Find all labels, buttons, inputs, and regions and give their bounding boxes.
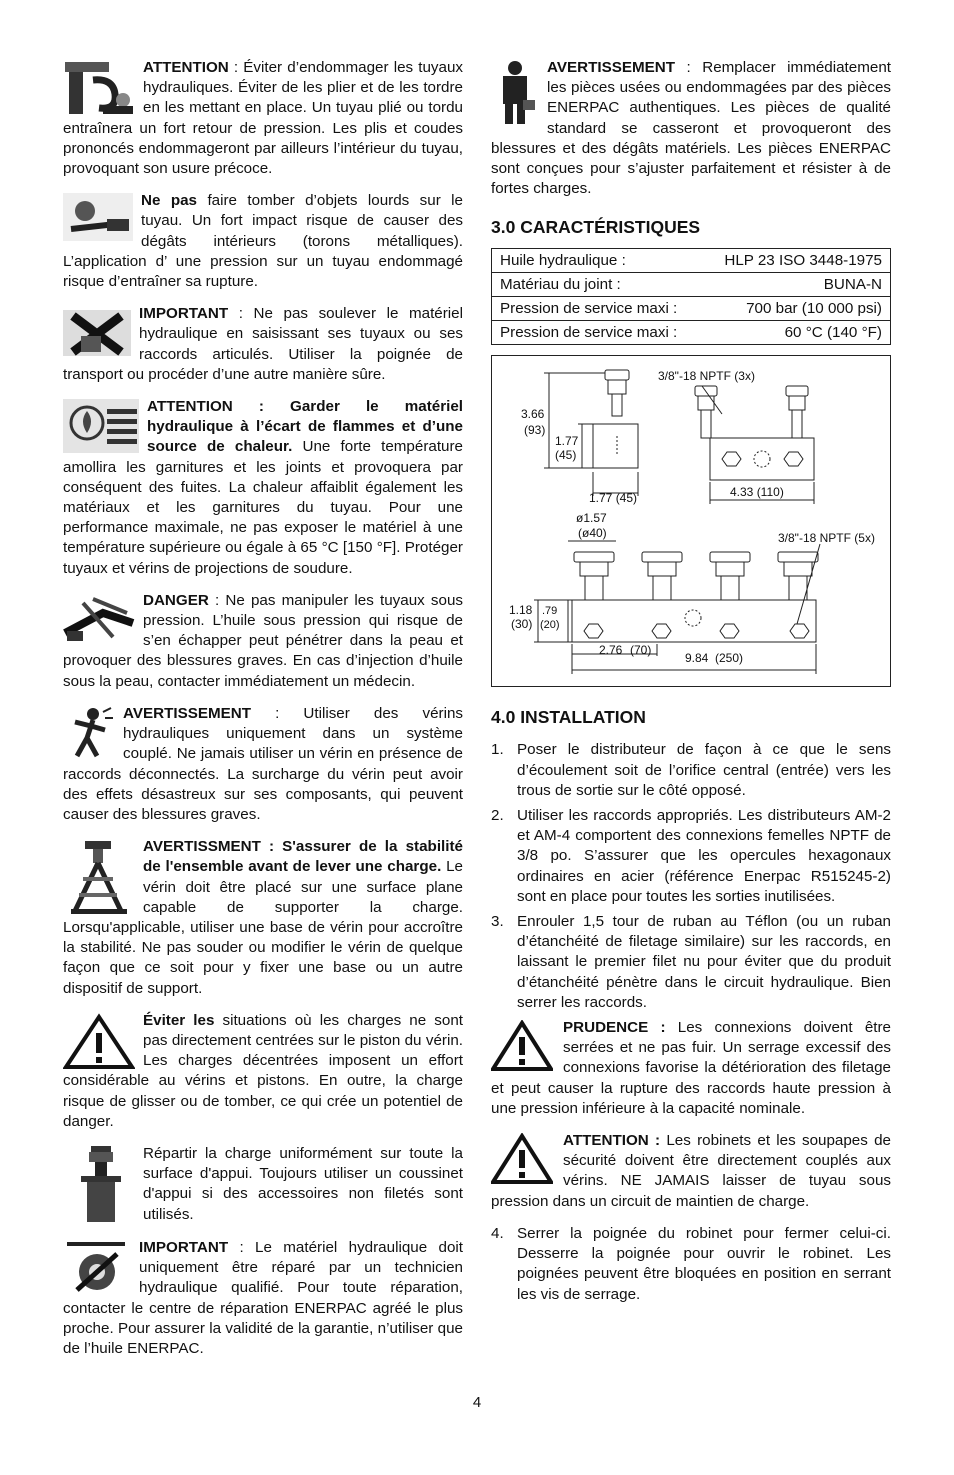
b5-text: : Ne pas manipuler les tuyaux sous pression. L’huile sous pression qui risque de s’en échapper peut pénétrer dans la peau et provoquer des blessures graves. En cas d’injection d’huile sous la peau, contacter immédiatement un médecin. xyxy=(63,591,463,690)
b2-bold: Ne pas xyxy=(141,192,198,210)
dim-h-79: .79 xyxy=(542,605,558,618)
load-distribution-icon xyxy=(81,1146,121,1226)
warning-triangle-icon xyxy=(63,1013,135,1071)
dim-w-276: 2.76 xyxy=(599,643,623,658)
dim-w-177-45: 1.77 (45) xyxy=(589,491,638,506)
table-row xyxy=(492,273,891,297)
dim-h-30: (30) xyxy=(511,617,533,632)
b10-text: : Le matériel hydraulique doit uniquement être réparé par un technicien hydraulique qualifié. Pour toute réparation, contacter le centre de réparation ENERPAC agréé le plus proche. Pour assurer la validité de la garantie, n’utiliser que de l’huile ENERPAC. xyxy=(63,1238,463,1357)
warning-genuine-parts xyxy=(491,58,891,199)
hose-kink-icon xyxy=(63,60,135,118)
section-3-title: 3.0 CARACTÉRISTIQUES xyxy=(491,217,701,238)
b3-bold: IMPORTANT xyxy=(139,305,229,323)
b6-text: : Utiliser des vérins hydrauliques uniquement dans un système couplé. Ne jamais utiliser un vérin en présence de raccords déconnectés. La surcharge du vérin peut avoir des effets désastreux sur ses composants, qui peuvent causer des blessures graves. xyxy=(63,704,463,823)
thread-3x-label: 3/8"-18 NPTF (3x) xyxy=(658,369,755,384)
dim-h-177: 1.77 xyxy=(555,434,579,449)
warning-triangle-icon xyxy=(491,1020,553,1072)
list-item: 3. Enrouler 1,5 tour de ruban au Téflon (ou un ruban d’étanchéité de filetage similaire) sur les raccords, en laissant le premier filet nu pour éviter que du produit d’étanchéité pénètre dans le circuit hydraulique. Bien serrer les raccords. xyxy=(491,913,891,1011)
table-row xyxy=(492,297,891,321)
dim-w-433: 4.33 (110) xyxy=(730,485,784,500)
warning-offcenter-loads xyxy=(63,1011,463,1132)
oil-injection-icon xyxy=(63,593,135,645)
spec-value: 60 °C (140 °F) xyxy=(702,321,891,345)
important-repair xyxy=(63,1238,463,1359)
b11-bold: AVERTISSEMENT xyxy=(547,59,675,76)
technician-hand-icon xyxy=(63,1240,131,1294)
caution-connections xyxy=(491,1018,891,1119)
b2-text: faire tomber d’objets lourds sur le tuyau. Un fort impact risque de causer des dégâts intérieurs (torons métalliques). L’application d’ une pression sur un tuyau endommagé risque d’entraîner sa rupture. xyxy=(63,192,463,291)
caution-bold: PRUDENCE : xyxy=(563,1019,666,1037)
spec-value: BUNA-N xyxy=(702,273,891,297)
dimension-diagram xyxy=(491,355,891,687)
spec-value: 700 bar (10 000 psi) xyxy=(702,297,891,321)
five-port-manifold xyxy=(534,541,820,674)
danger-pressurized-hose xyxy=(63,591,463,692)
list-item: 1. Poser le distributeur de façon à ce que le sens d’écoulement soit de l’orifice central (entrée) vers les trous de sortie sur le côté opposé. xyxy=(491,741,891,799)
install-steps-continued xyxy=(491,1224,891,1305)
b4-text: Une forte température amollira les garnitures et les joints et provoquera par conséquent des fuites. La chaleur affaiblit également les matériaux et les garnitures du tuyau. Pour une performance maximale, ne pas exposer le matériel à une température supérieure ou égale à 65 °C [150 °F]. Protéger tuyaux et vérins de projections de soudure. xyxy=(63,438,464,577)
attention-text: Les robinets et les soupapes de sécurité doivent être directement couplés aux vérins. NE JAMAIS laisser de tuyau sous pression dans un circuit de maintien de charge. xyxy=(491,1132,891,1210)
list-item: 4. Serrer la poignée du robinet pour fermer celui-ci. Desserre la poignée pour ouvrir le robinet. Les poignées peuvent être bloquées en position en serrant les vis de serrage. xyxy=(491,1224,891,1303)
worker-figure-icon xyxy=(497,60,535,126)
spec-label: Pression de service maxi : xyxy=(492,297,702,321)
flame-heat-icon xyxy=(63,399,139,453)
single-manifold-side xyxy=(544,370,638,496)
b6-bold: AVERTISSEMENT xyxy=(123,704,251,722)
thread-5x-label: 3/8"-18 NPTF (5x) xyxy=(778,531,875,546)
note-distribute-load xyxy=(63,1144,463,1225)
b7-bold: AVERTISSMENT : S'assurer de la stabilité de l'ensemble avant de lever une charge. xyxy=(143,838,463,876)
spec-label: Huile hydraulique : xyxy=(492,249,702,273)
left-column xyxy=(63,58,463,1359)
table-row xyxy=(492,249,891,273)
b11-text: : Remplacer immédiatement les pièces usées ou endommagées par des pièces ENERPAC authentiques. Les pièces de qualité standard se casseront et provoqueront des blessures et des dégâts matériels. Les pièces ENERPAC sont conçues pour s’ajuster parfaitement et résister à de fortes charges. xyxy=(491,59,891,198)
b10-bold: IMPORTANT xyxy=(139,1238,229,1256)
caution-text: Les connexions doivent être serrées et ne pas fuir. Un serrage excessif des connexions favorise la détérioration des filetage et peut causer la rupture des raccords haute pression à une pression inférieure à la capacité nominale. xyxy=(491,1019,891,1117)
b3-text: : Ne pas soulever le matériel hydraulique en saisissant ses tuyaux ou ses raccords articulés. Utiliser la poignée de transport ou procéder d’une autre manière sûre. xyxy=(63,305,463,383)
attention-bold: ATTENTION : xyxy=(563,1132,661,1150)
dim-w-250: (250) xyxy=(715,651,744,666)
b8-bold: Éviter les xyxy=(143,1011,215,1029)
list-item: 2. Utiliser les raccords appropriés. Les distributeurs AM-2 et AM-4 comportent des connexions femelles NPTF de 3/8 po. S’assurer que les opercules hexagonaux ordinaires en acier (référence Enerpac R515245-2) sont en place pour toutes les sorties inutilisées. xyxy=(491,807,891,905)
b1-bold: ATTENTION xyxy=(143,59,229,76)
install-steps xyxy=(491,740,891,1013)
dim-h-20: (20) xyxy=(540,619,560,632)
b5-bold: DANGER xyxy=(143,591,209,609)
attention-valves xyxy=(491,1131,891,1212)
dim-h-366: 3.66 xyxy=(521,407,545,422)
spec-label: Matériau du joint : xyxy=(492,273,702,297)
injured-person-icon xyxy=(63,706,115,760)
dim-w-984: 9.84 xyxy=(685,651,709,666)
dim-dia-40: (ø40) xyxy=(578,526,607,541)
warning-stability xyxy=(63,837,463,999)
b9-text: Répartir la charge uniformément sur toute la surface d'appui. Toujours utiliser un coussinet d'appui si des accessoires non filetés sont utilisés. xyxy=(143,1144,463,1223)
dim-h-118: 1.18 xyxy=(509,603,533,618)
falling-object-icon xyxy=(63,193,133,241)
b7-text: Le vérin doit être placé sur une surface plane capable de supporter la charge. Lorsqu'applicable, utiliser une base de vérin pour accroître la stabilité. Ne pas souder ou modifier le vérin de quelque façon que ce soit pour y fixer une base ou un autre dispositif de support. xyxy=(63,858,463,997)
table-row xyxy=(492,321,891,345)
spec-label: Pression de service maxi : xyxy=(492,321,702,345)
spec-table xyxy=(491,248,891,345)
warning-coupled-system xyxy=(63,704,463,825)
warning-triangle-icon xyxy=(491,1133,553,1185)
unstable-load-icon xyxy=(63,839,135,915)
spec-value: HLP 23 ISO 3448-1975 xyxy=(702,249,891,273)
section-4-title: 4.0 INSTALLATION xyxy=(491,707,646,728)
page-number: 4 xyxy=(472,1394,482,1411)
dim-w-70: (70) xyxy=(630,643,652,658)
no-lift-by-hose-icon xyxy=(63,306,131,358)
b4-bold: ATTENTION : Garder le matériel hydraulique à l’écart de flammes et d’une source de chaleur. xyxy=(147,398,463,456)
right-column xyxy=(491,58,891,1305)
important-lifting xyxy=(63,304,463,385)
b8-text: situations où les charges ne sont pas directement centrées sur le piston du vérin. Les charges décentrées imposent un effort considérable au vérins et pistons. En outre, la charge risque de glisser ou de tomber, ce qui crée un potentiel de danger. xyxy=(63,1011,463,1130)
warning-heat xyxy=(63,397,463,579)
b1-text: : Éviter d’endommager les tuyaux hydrauliques. Éviter de les plier et de les tordre en les mettant en place. Un tuyau plié ou tordu entraînera un fort retour de pression. Les plis et coudes prononcés endommageront par ailleurs l’intérieur du tuyau, provoquant son usure précoce. xyxy=(63,59,463,178)
dim-dia-157: ø1.57 xyxy=(576,511,607,526)
dim-h-45: (45) xyxy=(555,448,577,463)
dim-h-93: (93) xyxy=(524,423,546,438)
warning-hose-kink xyxy=(63,58,463,179)
warning-heavy-objects xyxy=(63,191,463,292)
